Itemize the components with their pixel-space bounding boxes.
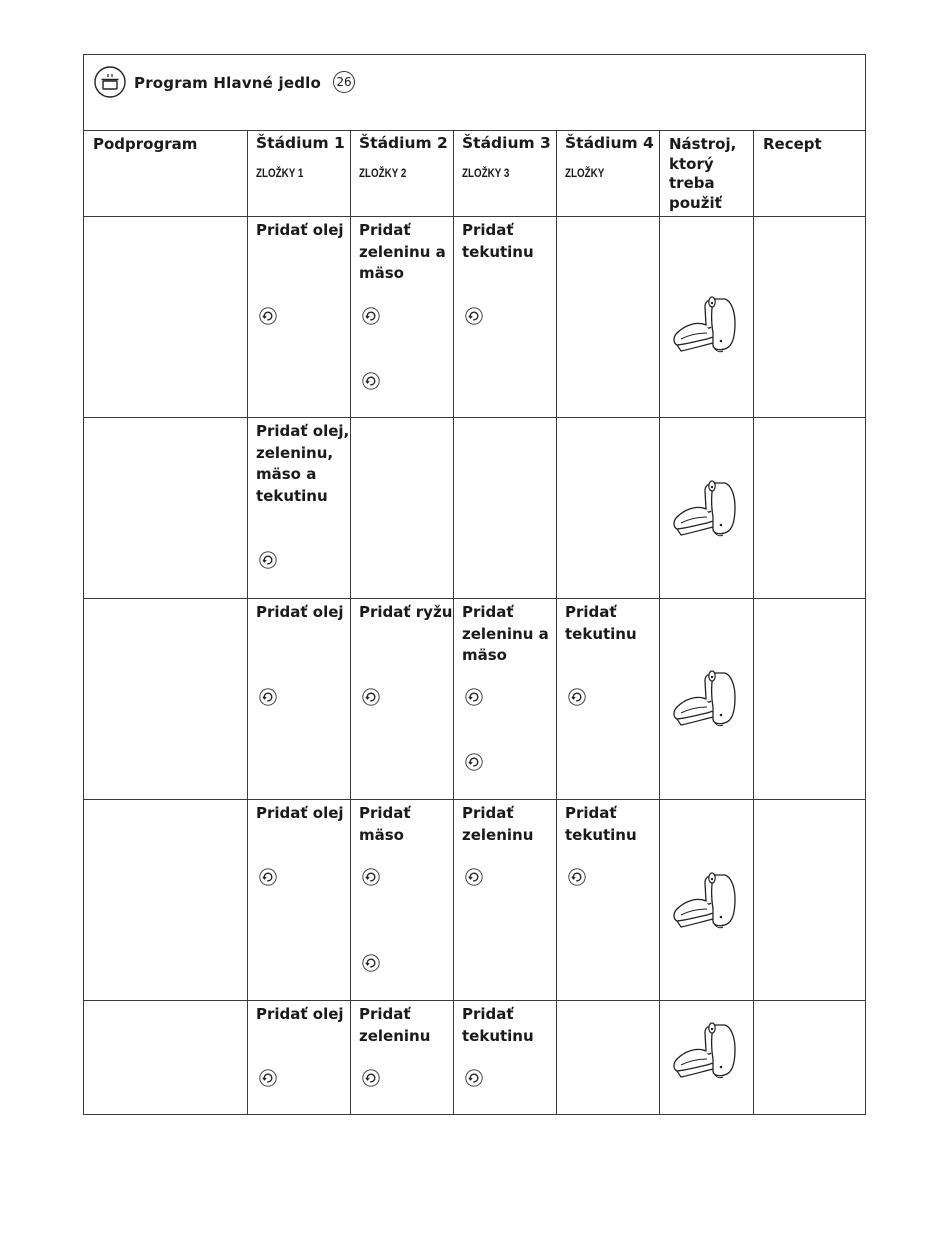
- rotation-icon: [568, 688, 586, 706]
- rotation-icon: [465, 753, 483, 771]
- ingredients-1-label: ZLOŽKY 1: [256, 166, 304, 180]
- rotation-icon: [259, 307, 277, 325]
- row-5-stage-2-text: Pridať zeleninu: [359, 1005, 431, 1045]
- rotation-icon: [259, 551, 277, 569]
- rotation-icon: [465, 688, 483, 706]
- rotation-icon: [362, 372, 380, 390]
- row-3-stage-2-text: Pridať ryžu: [359, 603, 453, 621]
- rotation-icon: [362, 1069, 380, 1087]
- kneading-paddle-icon: [667, 1017, 747, 1085]
- stage-3-header: Štádium 3: [462, 134, 551, 152]
- rotation-icon: [465, 868, 483, 886]
- rotation-icon: [465, 1069, 483, 1087]
- stage-2-header: Štádium 2: [359, 134, 448, 152]
- subprogram-header: Podprogram: [93, 135, 198, 153]
- stage-1-header: Štádium 1: [256, 134, 345, 152]
- rotation-icon: [362, 688, 380, 706]
- kneading-paddle-icon: [667, 291, 747, 359]
- row-3-stage-4-text: Pridať tekutinu: [565, 603, 637, 643]
- row-2-stage-1-text: Pridať olej, zeleninu, mäso a tekutinu: [256, 422, 350, 505]
- row-5-stage-1-text: Pridať olej: [256, 1005, 344, 1023]
- recipe-header: Recept: [763, 135, 822, 153]
- row-3-stage-3-text: Pridať zeleninu a mäso: [462, 603, 549, 664]
- tool-header: Nástroj, ktorý treba použiť: [669, 135, 737, 212]
- rotation-icon: [362, 868, 380, 886]
- rotation-icon: [568, 868, 586, 886]
- row-1-stage-3-text: Pridať tekutinu: [462, 221, 534, 261]
- kneading-paddle-icon: [667, 665, 747, 733]
- stage-4-header: Štádium 4: [565, 134, 654, 152]
- rotation-icon: [259, 1069, 277, 1087]
- row-1-stage-2-text: Pridať zeleninu a mäso: [359, 221, 446, 282]
- row-1-stage-1-text: Pridať olej: [256, 221, 344, 239]
- ingredients-4-label: ZLOŽKY: [565, 166, 605, 180]
- program-table: [83, 54, 866, 1115]
- rotation-icon: [362, 307, 380, 325]
- kneading-paddle-icon: [667, 475, 747, 543]
- row-4-stage-2-text: Pridať mäso: [359, 804, 411, 844]
- row-4-stage-3-text: Pridať zeleninu: [462, 804, 534, 844]
- row-4-stage-1-text: Pridať olej: [256, 804, 344, 822]
- program-number-badge: 26: [333, 71, 355, 93]
- pot-icon: [94, 66, 126, 98]
- ingredients-2-label: ZLOŽKY 2: [359, 166, 407, 180]
- rotation-icon: [259, 688, 277, 706]
- rotation-icon: [362, 954, 380, 972]
- program-title: Program Hlavné jedlo: [134, 74, 321, 92]
- row-3-stage-1-text: Pridať olej: [256, 603, 344, 621]
- row-4-stage-4-text: Pridať tekutinu: [565, 804, 637, 844]
- ingredients-3-label: ZLOŽKY 3: [462, 166, 510, 180]
- kneading-paddle-icon: [667, 867, 747, 935]
- row-5-stage-3-text: Pridať tekutinu: [462, 1005, 534, 1045]
- rotation-icon: [465, 307, 483, 325]
- rotation-icon: [259, 868, 277, 886]
